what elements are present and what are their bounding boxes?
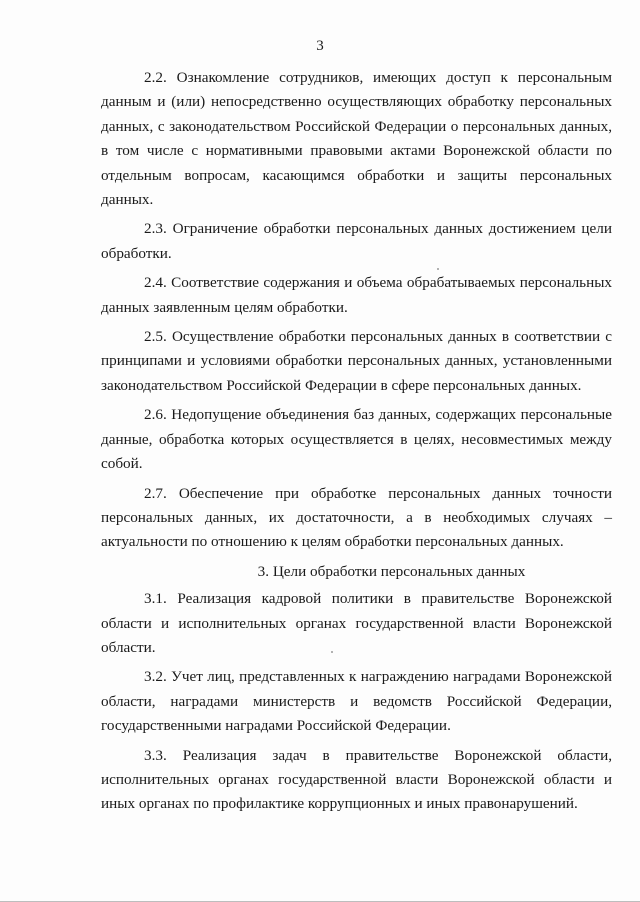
paragraph-2-2: 2.2. Ознакомление сотрудников, имеющих доступ к персональным данным и (или) непосредственно осуществляющих обработку персональных данных, с законодательством Российской Федерации о персональных данных, в том числе с нормативными правовыми актами Воронежской области по отдельным вопросам, касающимся обработки и защиты персональных данных. (101, 69, 612, 209)
paragraph-2-3: 2.3. Ограничение обработки персональных данных достижением цели обработки. (101, 220, 612, 262)
paragraph-2-6: 2.6. Недопущение объединения баз данных, содержащих персональные данные, обработка которых осуществляется в целях, несовместимых между собой. (101, 406, 612, 473)
paragraph-3-2: 3.2. Учет лиц, представленных к награждению наградами Воронежской области, наградами министерств и ведомств Российской Федерации, государственными наградами Российской Федерации. (101, 668, 612, 735)
document-body (101, 66, 612, 822)
scan-speck (331, 651, 333, 653)
paragraph-3-3: 3.3. Реализация задач в правительстве Воронежской области, исполнительных органах государственной власти Воронежской области и иных органах по профилактике коррупционных и иных правонарушений. (101, 746, 612, 813)
page-number: 3 (316, 38, 324, 54)
section-heading: 3. Цели обработки персональных данных (257, 562, 526, 580)
scan-speck (437, 268, 439, 270)
paragraph-3-1: 3.1. Реализация кадровой политики в правительстве Воронежской области и исполнительных органах государственной власти Воронежской области. (101, 590, 612, 656)
paragraph-2-4: 2.4. Соответствие содержания и объема обрабатываемых персональных данных заявленным целям обработки. (101, 274, 612, 316)
paragraph-2-7: 2.7. Обеспечение при обработке персональных данных точности персональных данных, их достаточности, а в необходимых случаях – актуальности по отношению к целям обработки персональных данных. (101, 484, 612, 551)
paragraph-2-5: 2.5. Осуществление обработки персональных данных в соответствии с принципами и условиями обработки персональных данных, установленными законодательством Российской Федерации в сфере персональных данных. (101, 328, 612, 394)
